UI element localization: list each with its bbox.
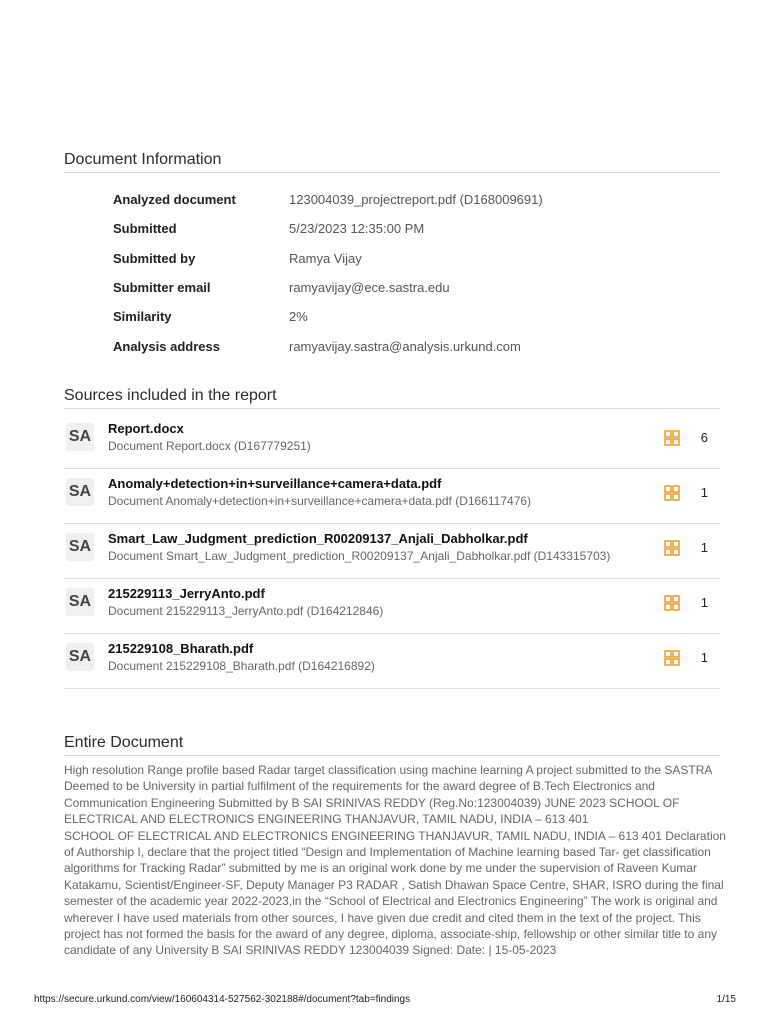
source-item[interactable] <box>64 523 720 579</box>
source-badge: SA <box>66 478 94 506</box>
source-title[interactable]: 215229113_JerryAnto.pdf <box>108 586 265 601</box>
info-label: Submitter email <box>113 280 211 295</box>
source-count: 1 <box>700 595 708 610</box>
source-subtitle: Document 215229113_JerryAnto.pdf (D164212846) <box>108 604 384 618</box>
info-value: 2% <box>289 309 308 324</box>
footer-url: https://secure.urkund.com/view/160604314-527562-302188#/document?tab=findings <box>34 994 411 1005</box>
source-title[interactable]: Anomaly+detection+in+surveillance+camera+data.pdf <box>108 476 442 491</box>
info-value: ramyavijay@ece.sastra.edu <box>289 280 450 295</box>
source-title[interactable]: Report.docx <box>108 421 184 436</box>
grid-icon[interactable] <box>664 595 680 611</box>
source-count: 1 <box>700 650 708 665</box>
source-count: 1 <box>700 485 708 500</box>
sources-heading: Sources included in the report <box>64 387 720 409</box>
source-title[interactable]: Smart_Law_Judgment_prediction_R00209137_Anjali_Dabholkar.pdf <box>108 531 528 546</box>
info-value: ramyavijay.sastra@analysis.urkund.com <box>289 339 521 354</box>
info-value: Ramya Vijay <box>289 251 362 266</box>
document-paragraph: SCHOOL OF ELECTRICAL AND ELECTRONICS ENGINEERING THANJAVUR, TAMIL NADU, INDIA – 613 401 Declaration of Authorship I, declare that the project titled “Design and Implementation of Machine learning based Tar- get classification algorithms for Tracking Radar” submitted by me is an original work done by me under the supervision of Raveen Kumar Katakamu, Scientist/Engineer-SF, Deputy Manager P3 RADAR , Satish Dhawan Space Centre, SHAR, ISRO during the final semester of the academic year 2022-2023,in the “School of Electrical and Electronics Engineering” The work is original and wherever I have used materials from other sources, I have given due credit and cited them in the text of the project. This project has not formed the basis for the award of any degree, diploma, associate-ship, fellowship or other similar title to any candidate of any University B SAI SRINIVAS REDDY 123004039 Signed: Date: | 15-05-2023 <box>64 828 726 958</box>
source-item[interactable] <box>64 633 720 689</box>
page-number: 1/15 <box>716 994 736 1005</box>
source-subtitle: Document Anomaly+detection+in+surveillance+camera+data.pdf (D166117476) <box>108 494 532 508</box>
source-subtitle: Document Report.docx (D167779251) <box>108 439 311 453</box>
info-value: 5/23/2023 12:35:00 PM <box>289 221 425 236</box>
source-badge: SA <box>66 533 94 561</box>
info-label: Analysis address <box>113 339 220 354</box>
document-paragraph: High resolution Range profile based Radar target classification using machine learning A project submitted to the SASTRA Deemed to be University in partial fulfilment of the requirements for the award degree of B.Tech Electronics and Communication Engineering Submitted by B SAI SRINIVAS REDDY (Reg.No:123004039) JUNE 2023 SCHOOL OF ELECTRICAL AND ELECTRONICS ENGINEERING THANJAVUR, TAMIL NADU, INDIA – 613 401 <box>64 763 712 827</box>
info-value: 123004039_projectreport.pdf (D168009691) <box>289 192 543 207</box>
source-subtitle: Document 215229108_Bharath.pdf (D164216892) <box>108 659 375 673</box>
grid-icon[interactable] <box>664 650 680 666</box>
source-badge: SA <box>66 643 94 671</box>
grid-icon[interactable] <box>664 430 680 446</box>
info-label: Similarity <box>113 309 172 324</box>
info-label: Submitted <box>113 221 177 236</box>
source-badge: SA <box>66 588 94 616</box>
entire-document-heading: Entire Document <box>64 734 720 756</box>
info-label: Analyzed document <box>113 192 236 207</box>
source-subtitle: Document Smart_Law_Judgment_prediction_R00209137_Anjali_Dabholkar.pdf (D143315703) <box>108 549 611 563</box>
document-text <box>64 762 730 959</box>
grid-icon[interactable] <box>664 485 680 501</box>
source-item[interactable] <box>64 468 720 524</box>
source-count: 1 <box>700 540 708 555</box>
grid-icon[interactable] <box>664 540 680 556</box>
source-item[interactable] <box>64 578 720 634</box>
info-label: Submitted by <box>113 251 196 266</box>
source-count: 6 <box>700 430 708 445</box>
source-badge: SA <box>66 423 94 451</box>
source-title[interactable]: 215229108_Bharath.pdf <box>108 641 254 656</box>
source-item[interactable] <box>64 413 720 469</box>
document-information-heading: Document Information <box>64 151 720 173</box>
